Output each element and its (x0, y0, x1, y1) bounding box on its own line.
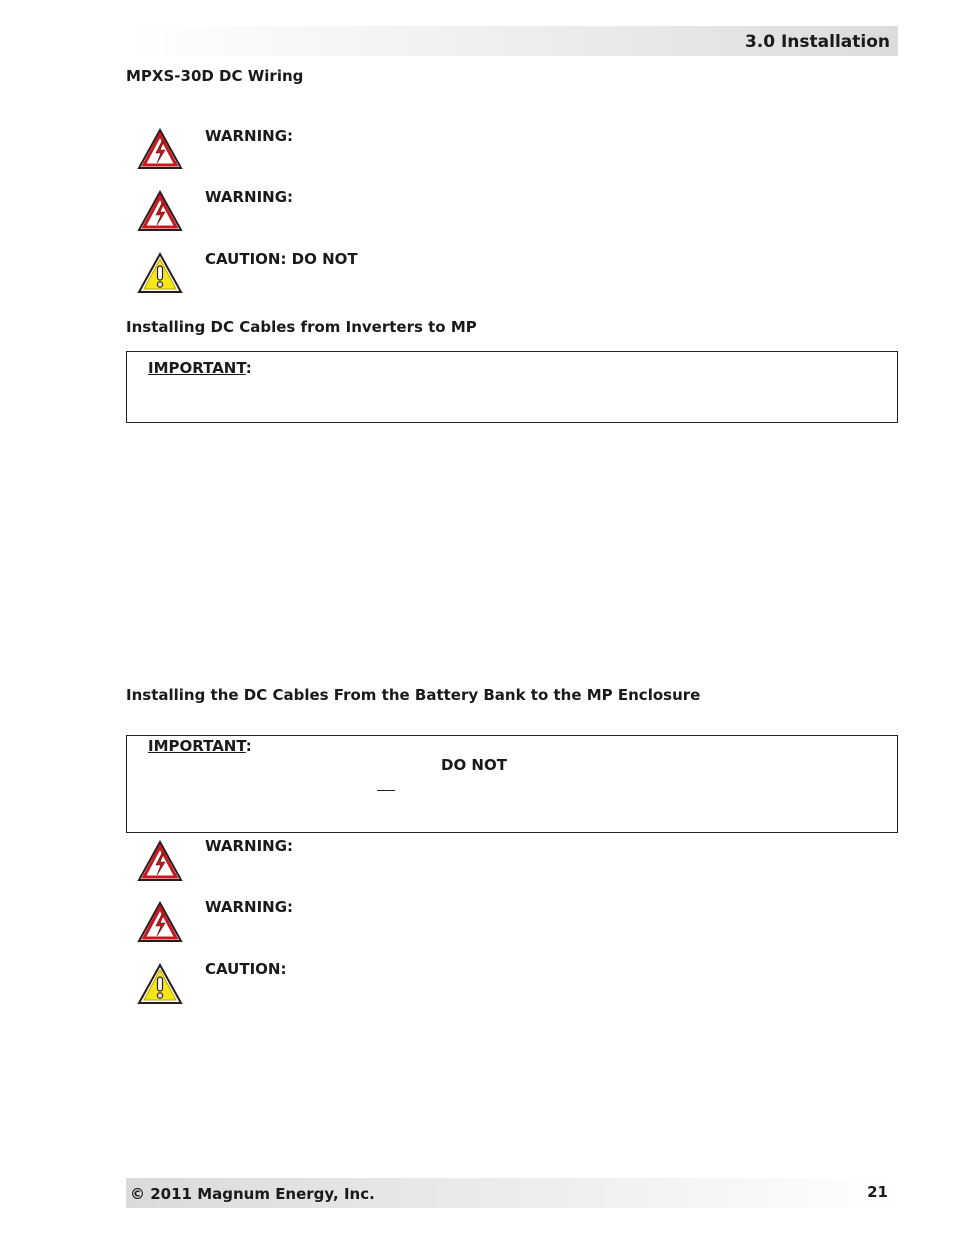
caution-label: CAUTION: DO NOT (205, 250, 358, 268)
caution-exclamation-icon (137, 963, 183, 1005)
page-footer-bar (126, 1178, 898, 1208)
page-number: 21 (867, 1183, 888, 1201)
electric-shock-warning-icon (137, 190, 183, 232)
copyright-text: © 2011 Magnum Energy, Inc. (130, 1185, 375, 1203)
warning-label: WARNING: (205, 837, 294, 855)
important-note-box (126, 351, 898, 423)
electric-shock-warning-icon (137, 128, 183, 170)
important-colon: : (245, 359, 252, 377)
warning-label: WARNING: (205, 898, 294, 916)
underline-mark (377, 790, 395, 791)
page-header-bar (126, 26, 898, 56)
warning-label: WARNING: (205, 127, 294, 145)
section-heading-dc-wiring: MPXS-30D DC Wiring (126, 67, 304, 85)
important-colon: : (245, 737, 252, 755)
electric-shock-warning-icon (137, 901, 183, 943)
electric-shock-warning-icon (137, 840, 183, 882)
important-label: IMPORTANT (148, 737, 246, 755)
important-label: IMPORTANT (148, 359, 246, 377)
do-not-emphasis: DO NOT (441, 756, 507, 774)
warning-label: WARNING: (205, 188, 294, 206)
important-note-box (126, 735, 898, 833)
caution-label: CAUTION: (205, 960, 287, 978)
section-heading-battery-cables: Installing the DC Cables From the Battery Bank to the MP Enclosure (126, 686, 701, 704)
caution-exclamation-icon (137, 252, 183, 294)
section-title: 3.0 Installation (744, 32, 890, 52)
section-heading-inverter-cables: Installing DC Cables from Inverters to MP (126, 318, 477, 336)
